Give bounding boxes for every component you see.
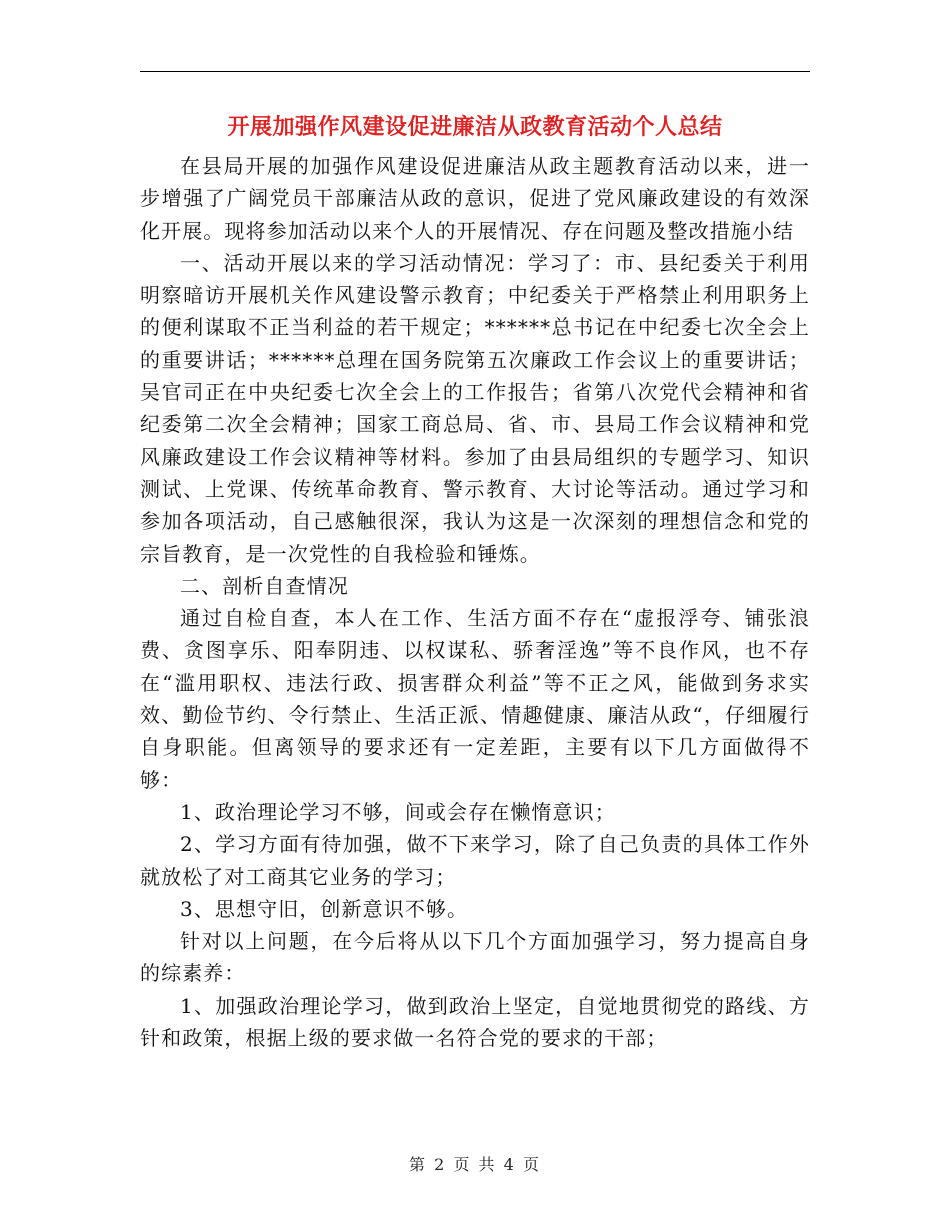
page-footer	[0, 1153, 950, 1177]
paragraph-improvement-1: 1、加强政治理论学习，做到政治上坚定，自觉地贯彻党的路线、方针和政策，根据上级的要求做一名符合党的要求的干部；	[140, 993, 810, 1051]
paragraph-issue-1: 1、政治理论学习不够，间或会存在懒惰意识；	[180, 799, 616, 824]
footer-total-pages: 4	[503, 1155, 516, 1174]
footer-total-prefix: 共	[478, 1155, 497, 1174]
footer-suffix: 页	[522, 1155, 541, 1174]
paragraph-issue-3: 3、思想守旧，创新意识不够。	[180, 896, 469, 921]
paragraph-intro: 在县局开展的加强作风建设促进廉洁从政主题教育活动以来，进一步增强了广阔党员干部廉洁从政的意识，促进了党风廉政建设的有效深化开展。现将参加活动以来个人的开展情况、存在问题及整改措施小结	[140, 154, 810, 243]
header-rule	[140, 71, 810, 72]
paragraph-issue-2: 2、学习方面有待加强，做不下来学习，除了自己负责的具体工作外就放松了对工商其它业务的学习；	[140, 832, 810, 889]
paragraph-improvement-intro: 针对以上问题，在今后将从以下几个方面加强学习，努力提高自身的综素养：	[140, 929, 810, 986]
footer-prefix: 第	[409, 1155, 428, 1174]
document-body	[140, 150, 810, 1054]
document-title: 开展加强作风建设促进廉洁从政教育活动个人总结	[227, 114, 723, 140]
paragraph-self-check: 通过自检自查，本人在工作、生活方面不存在“虚报浮夸、铺张浪费、贪图享乐、阳奉阴违、以权谋私、骄奢淫逸”等不良作风，也不存在“滥用职权、违法行政、损害群众利益”等不正之风，能做到务求实效、勤俭节约、令行禁止、生活正派、情趣健康、廉洁从政“，仔细履行自身职能。但离领导的要求还有一定差距，主要有以下几方面做得不够：	[140, 606, 810, 792]
paragraph-section-2-heading: 二、剖析自查情况	[180, 573, 349, 598]
footer-current-page: 2	[434, 1155, 447, 1174]
footer-page-word: 页	[453, 1155, 472, 1174]
paragraph-section-1: 一、活动开展以来的学习活动情况：学习了：市、县纪委关于利用明察暗访开展机关作风建设警示教育；中纪委关于严格禁止利用职务上的便利谋取不正当利益的若干规定；******总书记在中纪委七次全会上的重要讲话；******总理在国务院第五次廉政工作会议上的重要讲话；吴官司正在中央纪委七次全会上的工作报告；省第八次党代会精神和省纪委第二次全会精神；国家工商总局、省、市、县局工作会议精神和党风廉政建设工作会议精神等材料。参加了由县局组织的专题学习、知识测试、上党课、传统革命教育、警示教育、大讨论等活动。通过学习和参加各项活动，自己感触很深，我认为这是一次深刻的理想信念和党的宗旨教育，是一次党性的自我检验和锤炼。	[140, 250, 810, 566]
